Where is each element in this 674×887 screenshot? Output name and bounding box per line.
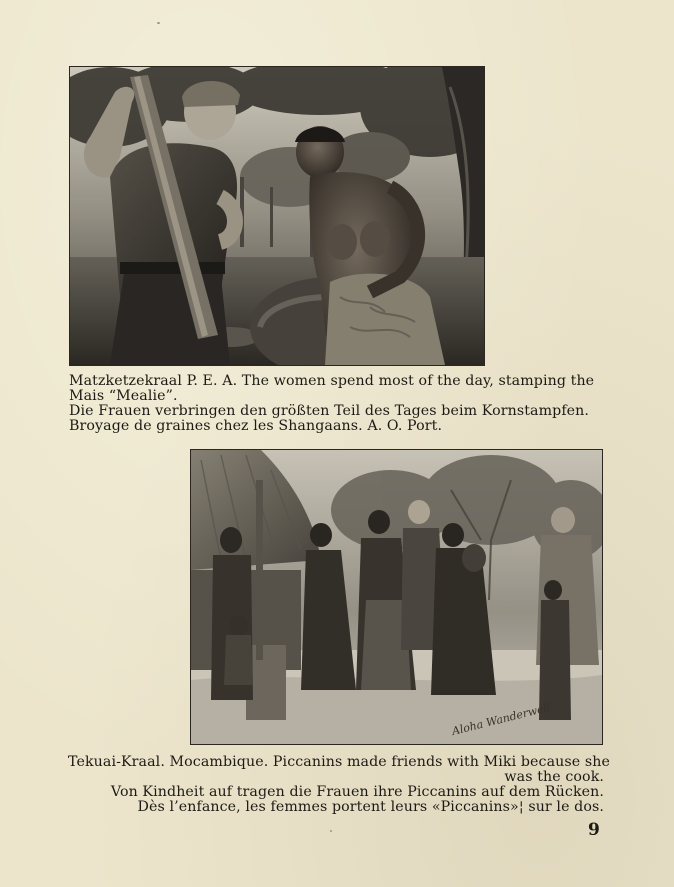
paper-speck <box>157 22 160 24</box>
caption-2-line-french: Dès l’enfance, les femmes portent leurs «Piccanins»¦ sur le dos. <box>137 799 604 815</box>
caption-1-line-french: Broyage de graines chez les Shangaans. A. O. Port. <box>69 418 443 434</box>
caption-1-line-english: Matzketzekraal P. E. A. The women spend most of the day, stamping the <box>69 373 595 389</box>
page-number: 9 <box>588 820 600 840</box>
photo-maize-stamping <box>69 66 485 366</box>
photo-maize-stamping-image <box>70 67 484 365</box>
caption-2-line-english: Tekuai-Kraal. Mocambique. Piccanins made friends with Miki because she <box>68 754 610 770</box>
caption-2-line-german: Von Kindheit auf tragen die Frauen ihre Piccanins auf dem Rücken. <box>110 784 604 800</box>
caption-tekuai-kraal <box>68 754 610 815</box>
photo-tekuai-kraal <box>190 449 603 745</box>
photo-tekuai-kraal-image <box>191 450 602 744</box>
caption-1-line-english-cont: Mais “Mealie”. <box>69 388 178 404</box>
caption-1-line-german: Die Frauen verbringen den größten Teil des Tages beim Kornstampfen. <box>69 403 590 419</box>
photo-signature: Aloha Wanderwell <box>450 700 552 738</box>
caption-2-line-english-cont: was the cook. <box>504 769 604 785</box>
paper-speck <box>330 830 332 832</box>
caption-maize-stamping <box>69 374 609 434</box>
